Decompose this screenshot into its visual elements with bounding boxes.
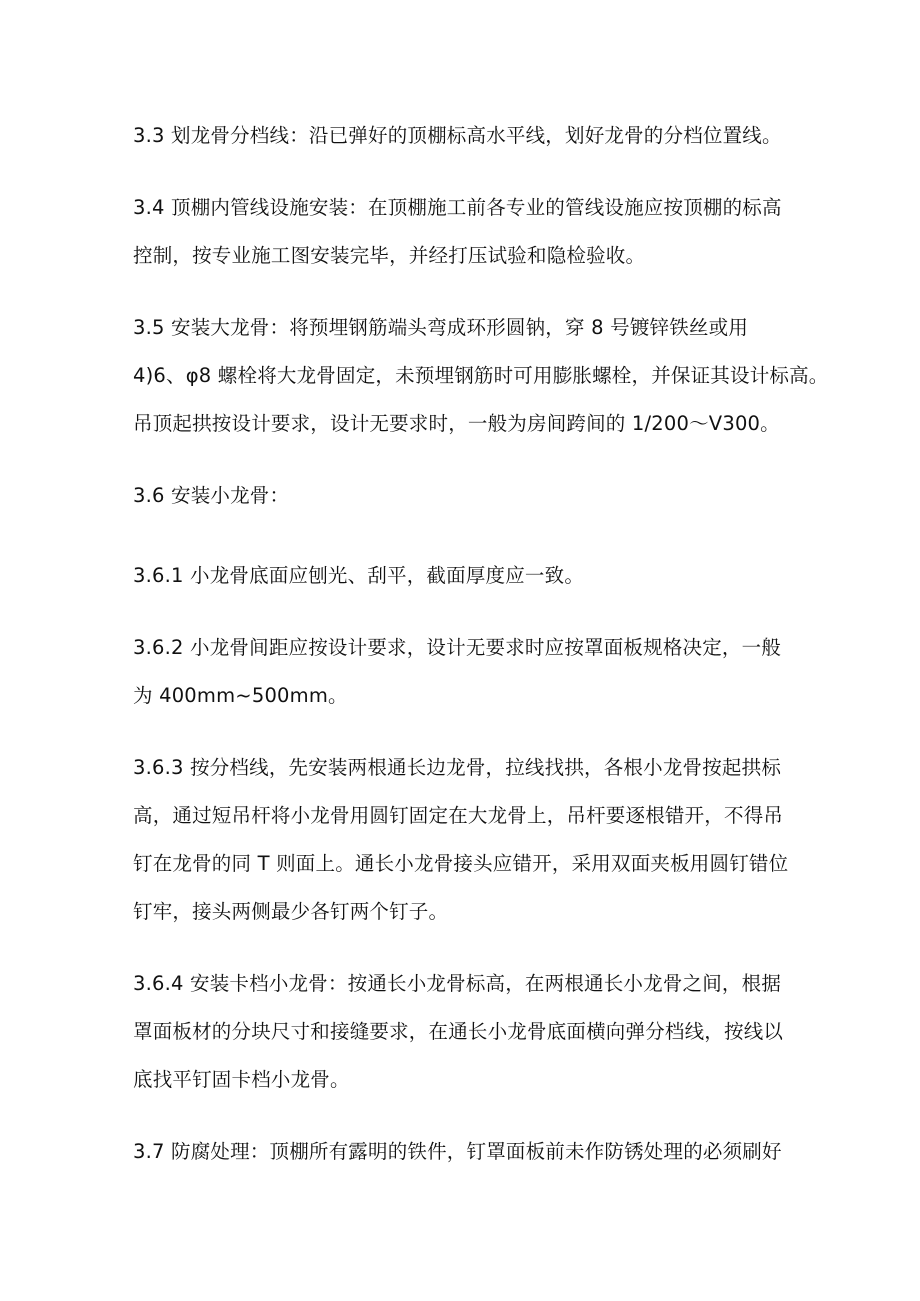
text-line-3-5: 3.5 安装大龙骨：将预埋钢筋端头弯成环形圆钠，穿 8 号镀锌铁丝或用	[133, 316, 749, 339]
text-line-3-6-2-cont: 为 400mm~500mm。	[133, 684, 348, 707]
text-line-3-3: 3.3 划龙骨分档线：沿已弹好的顶棚标高水平线，划好龙骨的分档位置线。	[133, 124, 782, 147]
text-line-3-6-4: 3.6.4 安装卡档小龙骨：按通长小龙骨标高，在两根通长小龙骨之间，根据	[133, 972, 782, 995]
text-line-3-6: 3.6 安装小龙骨：	[133, 484, 290, 507]
text-line-3-6-4-cont-1: 罩面板材的分块尺寸和接缝要求，在通长小龙骨底面横向弹分档线，按线以	[133, 1020, 784, 1043]
text-line-3-6-4-cont-2: 底找平钉固卡档小龙骨。	[133, 1068, 350, 1091]
text-line-3-6-1: 3.6.1 小龙骨底面应刨光、刮平，截面厚度应一致。	[133, 564, 585, 587]
text-line-3-6-3-cont-2: 钉在龙骨的同 T 则面上。通长小龙骨接头应错开，采用双面夹板用圆钉错位	[133, 852, 789, 875]
text-line-3-4-cont: 控制，按专业施工图安装完毕，并经打压试验和隐检验收。	[133, 244, 646, 267]
text-line-3-6-3-cont-1: 高，通过短吊杆将小龙骨用圆钉固定在大龙骨上，吊杆要逐根错开，不得吊	[133, 804, 784, 827]
text-line-3-6-3: 3.6.3 按分档线，先安装两根通长边龙骨，拉线找拱，各根小龙骨按起拱标	[133, 756, 782, 779]
text-line-3-6-2: 3.6.2 小龙骨间距应按设计要求，设计无要求时应按罩面板规格决定，一般	[133, 636, 782, 659]
text-line-3-4: 3.4 顶棚内管线设施安装：在顶棚施工前各专业的管线设施应按顶棚的标高	[133, 196, 782, 219]
text-line-3-5-cont-1: 4)6、φ8 螺栓将大龙骨固定，未预埋钢筋时可用膨胀螺栓，并保证其设计标高。	[133, 364, 829, 387]
text-line-3-7: 3.7 防腐处理：顶棚所有露明的铁件，钉罩面板前未作防锈处理的必须刷好	[133, 1140, 782, 1163]
text-line-3-6-3-cont-3: 钉牢，接头两侧最少各钉两个钉子。	[133, 900, 449, 923]
text-line-3-5-cont-2: 吊顶起拱按设计要求，设计无要求时，一般为房间跨间的 1/200～V300。	[133, 412, 780, 435]
